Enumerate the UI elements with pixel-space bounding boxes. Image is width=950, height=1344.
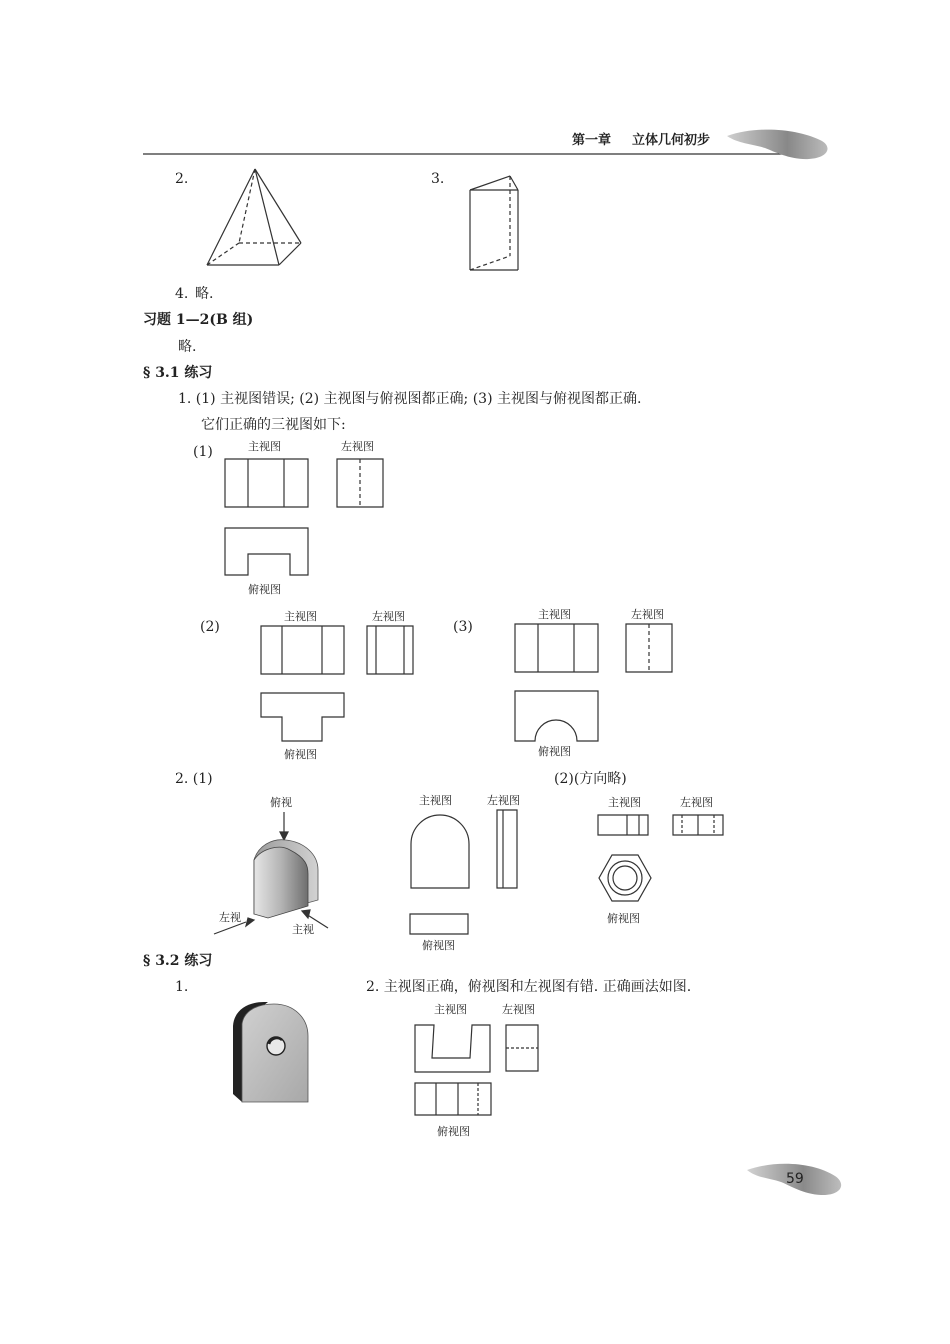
p2-front-view-caption: 主视图 bbox=[284, 610, 317, 623]
s31-q1-line1: 1. (1) 主视图错误; (2) 主视图与俯视图都正确; (3) 主视图与俯视图都正确. bbox=[178, 391, 642, 407]
nut-left-view-caption: 左视图 bbox=[680, 796, 713, 809]
p2-front-left-views bbox=[260, 625, 420, 677]
s32-front-view-caption: 主视图 bbox=[434, 1003, 467, 1016]
exercise-b-answer: 略. bbox=[178, 339, 197, 355]
p1-top-view-caption: 俯视图 bbox=[248, 583, 281, 596]
p3-left-view-caption: 左视图 bbox=[631, 608, 664, 621]
p3-front-left-views bbox=[514, 623, 674, 675]
q2-left-view-caption: 左视图 bbox=[487, 794, 520, 807]
item-4-number: 4. bbox=[175, 286, 189, 302]
item-4-text: 略. bbox=[195, 286, 214, 302]
item-2-number: 2. bbox=[175, 171, 189, 187]
section-3-1-heading: § 3.1 练习 bbox=[143, 365, 213, 381]
p1-front-view-caption: 主视图 bbox=[248, 440, 281, 453]
part-1-label: (1) bbox=[193, 444, 213, 460]
page-number: 59 bbox=[786, 1171, 804, 1187]
p1-top-view bbox=[224, 526, 310, 578]
s31-q2-label: 2. (1) bbox=[175, 771, 213, 787]
section-3-2-heading: § 3.2 练习 bbox=[143, 953, 213, 969]
q2-top-view bbox=[409, 913, 471, 937]
s32-q2-text: 2. 主视图正确，俯视图和左视图有错. 正确画法如图. bbox=[366, 979, 692, 995]
q2-front-left-views bbox=[408, 806, 523, 890]
s32-front-left-views bbox=[414, 1024, 542, 1076]
part-3-label: (3) bbox=[453, 619, 473, 635]
item-3-number: 3. bbox=[431, 171, 445, 187]
q2-top-view-caption: 俯视图 bbox=[422, 939, 455, 952]
arrow-top-label: 俯视 bbox=[270, 796, 292, 809]
p1-left-view-caption: 左视图 bbox=[341, 440, 374, 453]
p2-top-view-caption: 俯视图 bbox=[284, 748, 317, 761]
arrow-front-label: 主视 bbox=[292, 923, 314, 936]
part-2-label: (2) bbox=[200, 619, 220, 635]
s31-q1-line2: 它们正确的三视图如下: bbox=[201, 417, 346, 433]
arrow-left-label: 左视 bbox=[219, 911, 241, 924]
prism-figure bbox=[468, 174, 523, 274]
exercise-b-heading: 习题 1—2(B 组) bbox=[143, 312, 254, 328]
q2-front-view-caption: 主视图 bbox=[419, 794, 452, 807]
header-swoosh-decoration bbox=[725, 126, 835, 164]
p3-top-view-caption: 俯视图 bbox=[538, 745, 571, 758]
s32-left-view-caption: 左视图 bbox=[502, 1003, 535, 1016]
nut-front-view-caption: 主视图 bbox=[608, 796, 641, 809]
s32-top-view bbox=[414, 1082, 494, 1118]
chapter-label: 第一章 bbox=[572, 133, 612, 148]
s32-q1-label: 1. bbox=[175, 979, 189, 995]
p2-top-view bbox=[260, 692, 346, 744]
s32-bracket-solid-figure bbox=[230, 998, 316, 1106]
nut-front-left-views bbox=[597, 813, 727, 839]
p2-left-view-caption: 左视图 bbox=[372, 610, 405, 623]
nut-top-view-caption: 俯视图 bbox=[607, 912, 640, 925]
p3-front-view-caption: 主视图 bbox=[538, 608, 571, 621]
nut-top-view bbox=[597, 853, 653, 905]
pyramid-figure bbox=[205, 165, 305, 270]
chapter-title: 立体几何初步 bbox=[632, 133, 711, 148]
p1-front-left-views bbox=[224, 457, 384, 509]
s32-top-view-caption: 俯视图 bbox=[437, 1125, 470, 1138]
p3-top-view bbox=[514, 690, 600, 744]
s31-q2-part2-label: (2)(方向略) bbox=[554, 771, 627, 787]
